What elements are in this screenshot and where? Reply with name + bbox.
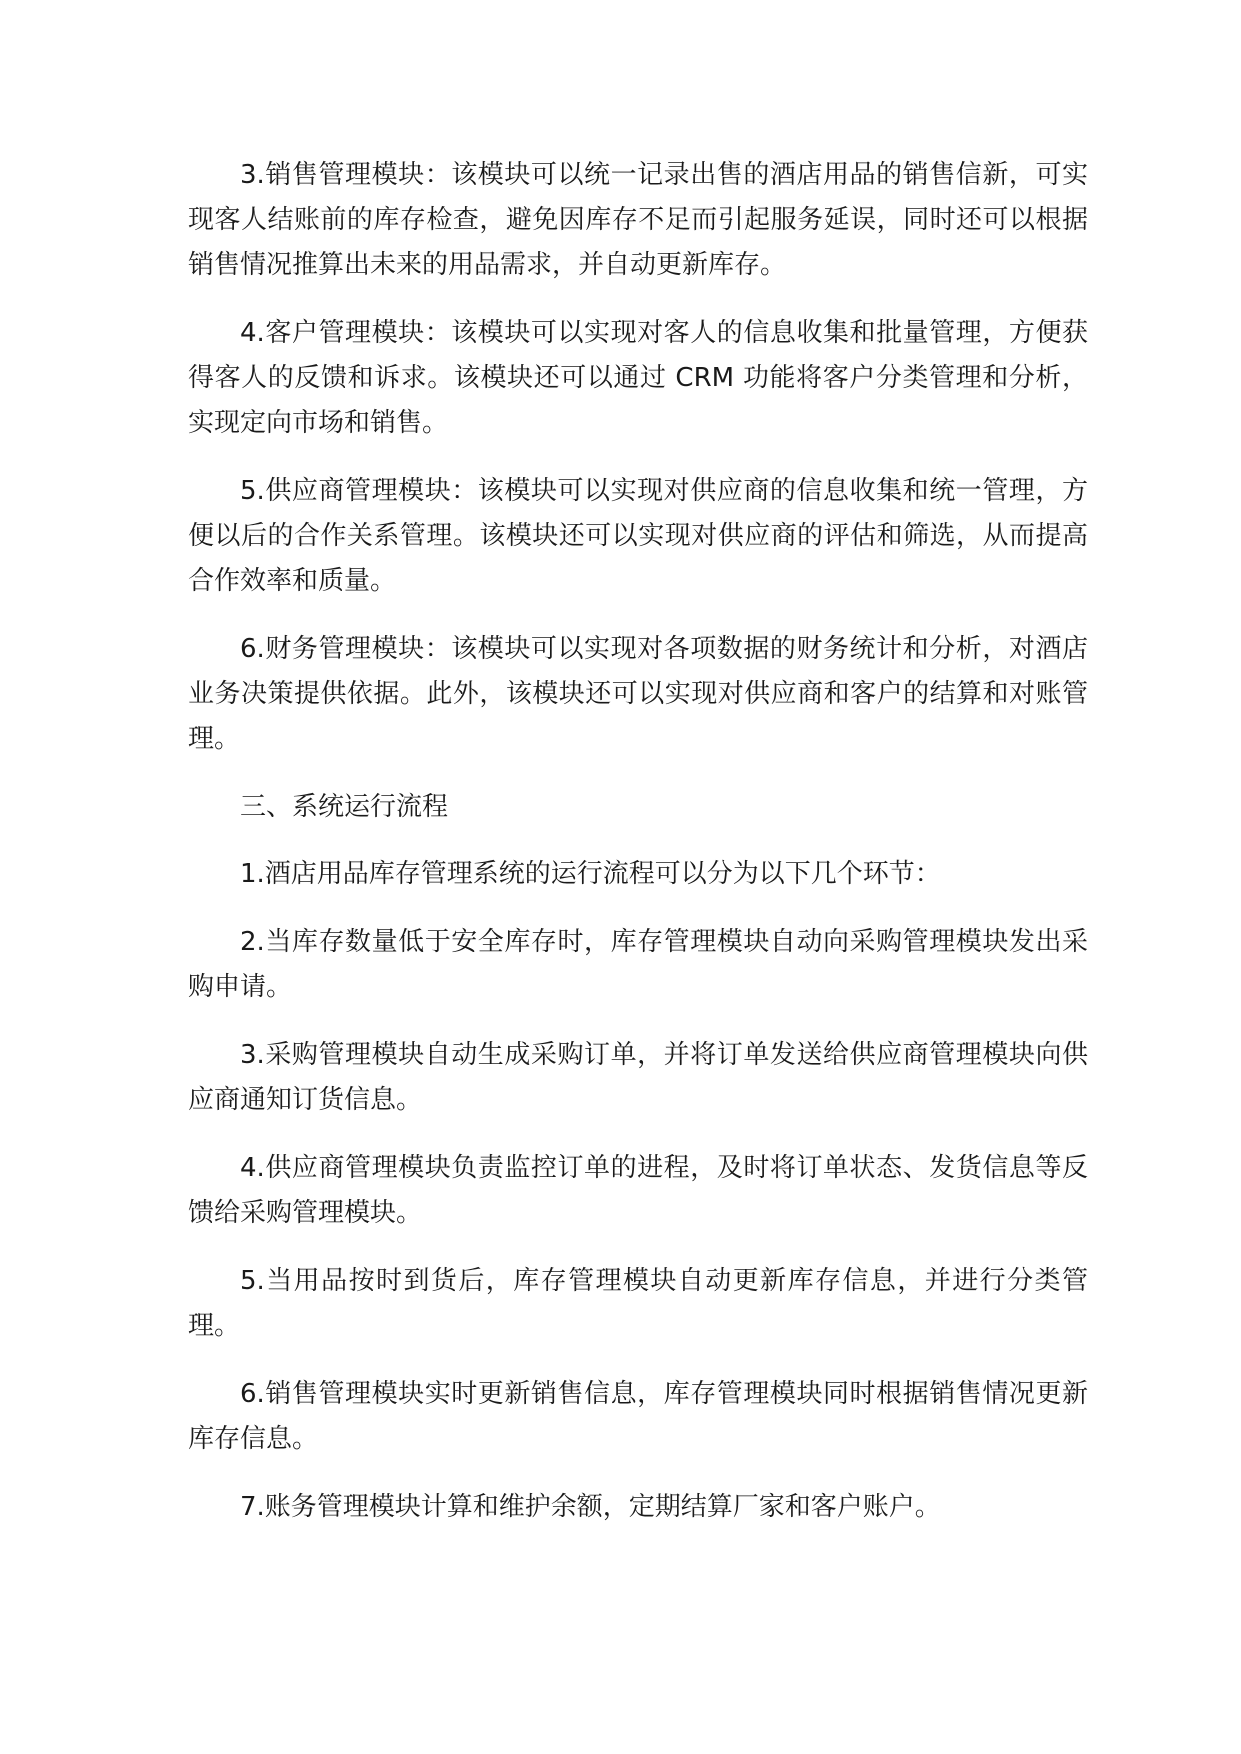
paragraph-sales-module: 3.销售管理模块：该模块可以统一记录出售的酒店用品的销售信新，可实现客人结账前的库存检查，避免因库存不足而引起服务延误，同时还可以根据销售情况推算出未来的用品需求，并自动更新库存。 xyxy=(188,160,1088,280)
paragraph-flow-step-1: 1.酒店用品库存管理系统的运行流程可以分为以下几个环节： xyxy=(240,859,941,889)
paragraph-flow-step-4: 4.供应商管理模块负责监控订单的进程，及时将订单状态、发货信息等反馈给采购管理模块。 xyxy=(188,1153,1088,1228)
paragraph-flow-step-5: 5.当用品按时到货后，库存管理模块自动更新库存信息，并进行分类管理。 xyxy=(188,1266,1088,1341)
paragraph-flow-step-2: 2.当库存数量低于安全库存时，库存管理模块自动向采购管理模块发出采购申请。 xyxy=(188,927,1088,1002)
paragraph-flow-step-6: 6.销售管理模块实时更新销售信息，库存管理模块同时根据销售情况更新库存信息。 xyxy=(188,1379,1088,1454)
paragraph-supplier-module: 5.供应商管理模块：该模块可以实现对供应商的信息收集和统一管理，方便以后的合作关系管理。该模块还可以实现对供应商的评估和筛选，从而提高合作效率和质量。 xyxy=(188,476,1088,596)
paragraph-finance-module: 6.财务管理模块：该模块可以实现对各项数据的财务统计和分析，对酒店业务决策提供依据。此外，该模块还可以实现对供应商和客户的结算和对账管理。 xyxy=(188,634,1088,754)
section-heading-system-flow: 三、系统运行流程 xyxy=(240,792,449,822)
paragraph-customer-module: 4.客户管理模块：该模块可以实现对客人的信息收集和批量管理，方便获得客人的反馈和诉求。该模块还可以通过 CRM 功能将客户分类管理和分析，实现定向市场和销售。 xyxy=(188,318,1088,438)
document-page xyxy=(188,153,1088,1553)
paragraph-flow-step-3: 3.采购管理模块自动生成采购订单，并将订单发送给供应商管理模块向供应商通知订货信息。 xyxy=(188,1040,1088,1115)
paragraph-flow-step-7: 7.账务管理模块计算和维护余额，定期结算厂家和客户账户。 xyxy=(240,1492,941,1522)
